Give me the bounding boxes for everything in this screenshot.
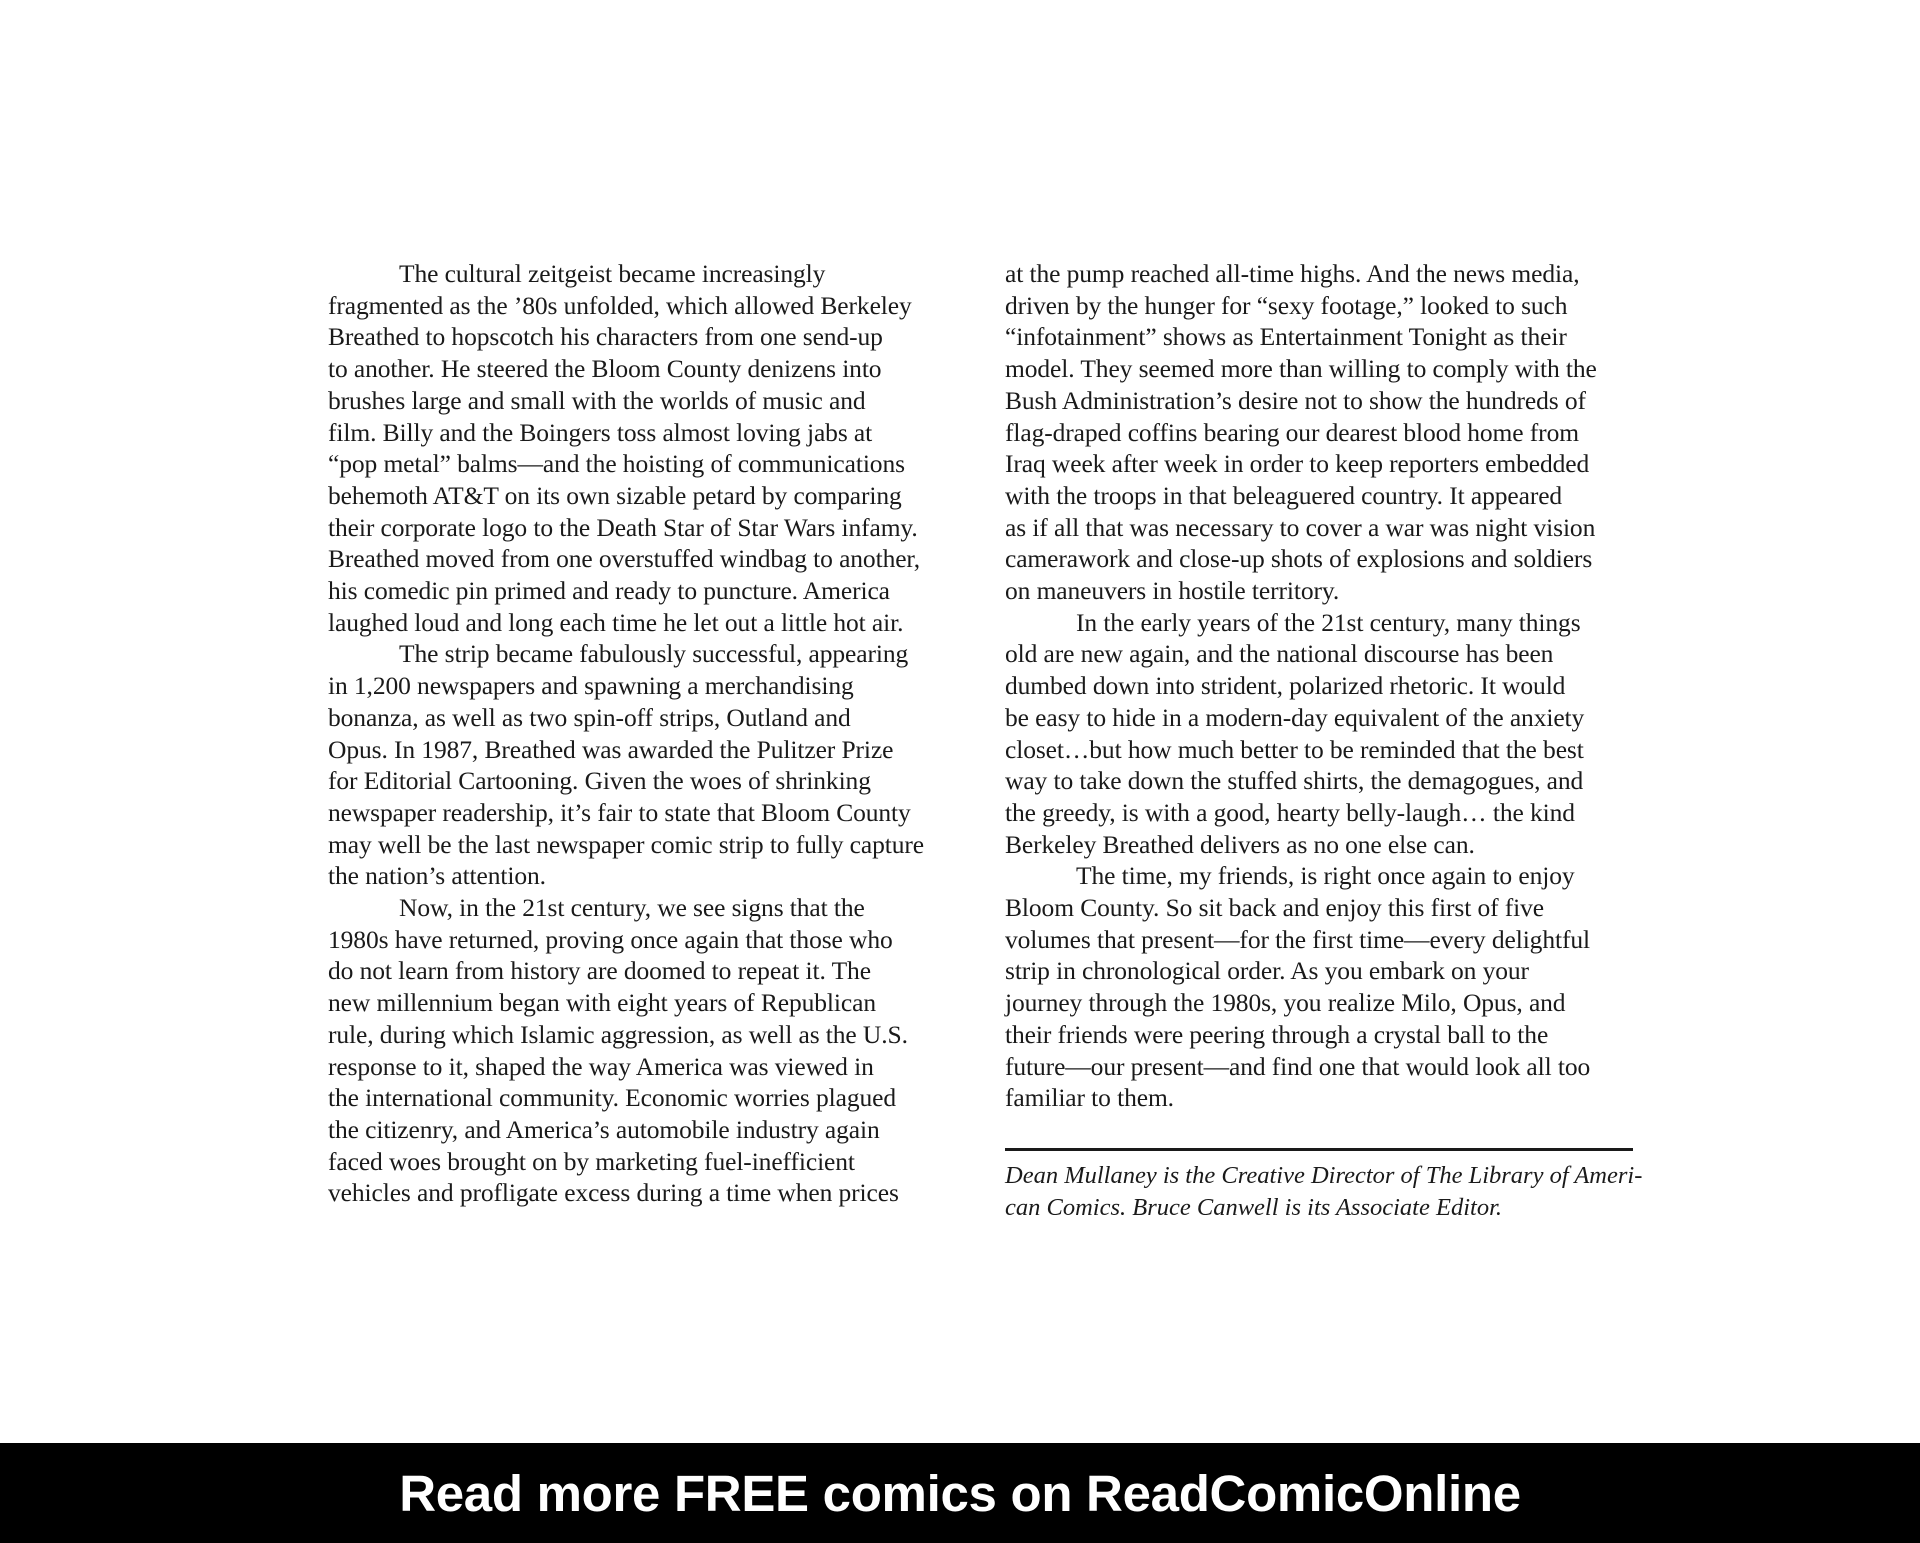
text-line: their corporate logo to the Death Star of Star Wars infamy. (328, 512, 918, 542)
text-line: new millennium began with eight years of Republican (328, 988, 876, 1018)
article-column-left (328, 258, 968, 1209)
text-line: Berkeley Breathed delivers as no one else can. (1005, 829, 1475, 859)
text-line: camerawork and close-up shots of explosions and soldiers (1005, 544, 1593, 574)
text-line: bonanza, as well as two spin-off strips, Outland and (328, 702, 851, 732)
text-line: familiar to them. (1005, 1083, 1174, 1113)
text-line: future—our present—and find one that would look all too (1005, 1051, 1591, 1081)
text-line: to another. He steered the Bloom County denizens into (328, 354, 882, 384)
text-line: may well be the last newspaper comic strip to fully capture (328, 829, 924, 859)
text-line: the international community. Economic worries plagued (328, 1083, 897, 1113)
text-line: fragmented as the ’80s unfolded, which allowed Berkeley (328, 290, 912, 320)
text-line: his comedic pin primed and ready to puncture. America (328, 576, 890, 606)
text-line: Iraq week after week in order to keep reporters embedded (1005, 449, 1590, 479)
promo-banner-link[interactable]: Read more FREE comics on ReadComicOnline (399, 1464, 1521, 1522)
text-line: Breathed moved from one overstuffed windbag to another, (328, 544, 921, 574)
article-column-right (1005, 258, 1645, 1114)
text-line: way to take down the stuffed shirts, the demagogues, and (1005, 766, 1584, 796)
text-line: strip in chronological order. As you embark on your (1005, 956, 1529, 986)
text-line: with the troops in that beleaguered country. It appeared (1005, 480, 1563, 510)
text-line: old are new again, and the national discourse has been (1005, 639, 1554, 669)
credit-divider (1005, 1148, 1633, 1151)
credit-line: can Comics. Bruce Canwell is its Associate Editor. (1005, 1193, 1503, 1221)
text-line: as if all that was necessary to cover a war was night vision (1005, 512, 1596, 542)
text-line: do not learn from history are doomed to repeat it. The (328, 956, 871, 986)
text-line: Opus. In 1987, Breathed was awarded the Pulitzer Prize (328, 734, 894, 764)
text-line: Bloom County. So sit back and enjoy this first of five (1005, 893, 1545, 923)
text-line: the citizenry, and America’s automobile industry again (328, 1114, 880, 1144)
text-line: film. Billy and the Boingers toss almost loving jabs at (328, 417, 873, 447)
text-line: in 1,200 newspapers and spawning a merchandising (328, 671, 854, 701)
text-line: driven by the hunger for “sexy footage,” looked to such (1005, 290, 1568, 320)
text-line: the greedy, is with a good, hearty belly-laugh… the kind (1005, 797, 1575, 827)
text-line: dumbed down into strident, polarized rhetoric. It would (1005, 671, 1566, 701)
text-line: “pop metal” balms—and the hoisting of communications (328, 449, 905, 479)
text-line: 1980s have returned, proving once again that those who (328, 924, 893, 954)
promo-banner (0, 1443, 1920, 1543)
paragraph-first-line: The strip became fabulously successful, appearing (399, 639, 909, 669)
text-line: be easy to hide in a modern-day equivalent of the anxiety (1005, 702, 1585, 732)
paragraph-first-line: The time, my friends, is right once again to enjoy (1076, 861, 1575, 891)
text-line: brushes large and small with the worlds of music and (328, 385, 866, 415)
paragraph-first-line: Now, in the 21st century, we see signs that the (399, 893, 865, 923)
text-line: rule, during which Islamic aggression, as well as the U.S. (328, 1019, 908, 1049)
text-line: newspaper readership, it’s fair to state that Bloom County (328, 797, 911, 827)
text-line: volumes that present—for the first time—every delightful (1005, 924, 1590, 954)
text-line: closet…but how much better to be reminded that the best (1005, 734, 1584, 764)
text-line: response to it, shaped the way America was viewed in (328, 1051, 874, 1081)
text-line: on maneuvers in hostile territory. (1005, 576, 1340, 606)
text-line: Breathed to hopscotch his characters from one send-up (328, 322, 883, 352)
text-line: laughed loud and long each time he let out a little hot air. (328, 607, 904, 637)
text-line: faced woes brought on by marketing fuel-inefficient (328, 1146, 855, 1176)
text-line: flag-draped coffins bearing our dearest blood home from (1005, 417, 1579, 447)
text-line: for Editorial Cartooning. Given the woes of shrinking (328, 766, 871, 796)
text-line: Bush Administration’s desire not to show the hundreds of (1005, 385, 1586, 415)
text-line: their friends were peering through a crystal ball to the (1005, 1019, 1549, 1049)
text-line: the nation’s attention. (328, 861, 546, 891)
paragraph-first-line: In the early years of the 21st century, many things (1076, 607, 1581, 637)
text-line: vehicles and profligate excess during a time when prices (328, 1178, 899, 1208)
author-credit (1005, 1160, 1645, 1223)
credit-line: Dean Mullaney is the Creative Director of The Library of Ameri- (1005, 1162, 1643, 1189)
paragraph-first-line: The cultural zeitgeist became increasingly (399, 259, 826, 288)
text-line: model. They seemed more than willing to comply with the (1005, 354, 1597, 384)
text-line: “infotainment” shows as Entertainment Tonight as their (1005, 322, 1567, 352)
text-line: at the pump reached all-time highs. And the news media, (1005, 259, 1580, 288)
text-line: journey through the 1980s, you realize Milo, Opus, and (1005, 988, 1566, 1018)
text-line: behemoth AT&T on its own sizable petard by comparing (328, 480, 902, 510)
